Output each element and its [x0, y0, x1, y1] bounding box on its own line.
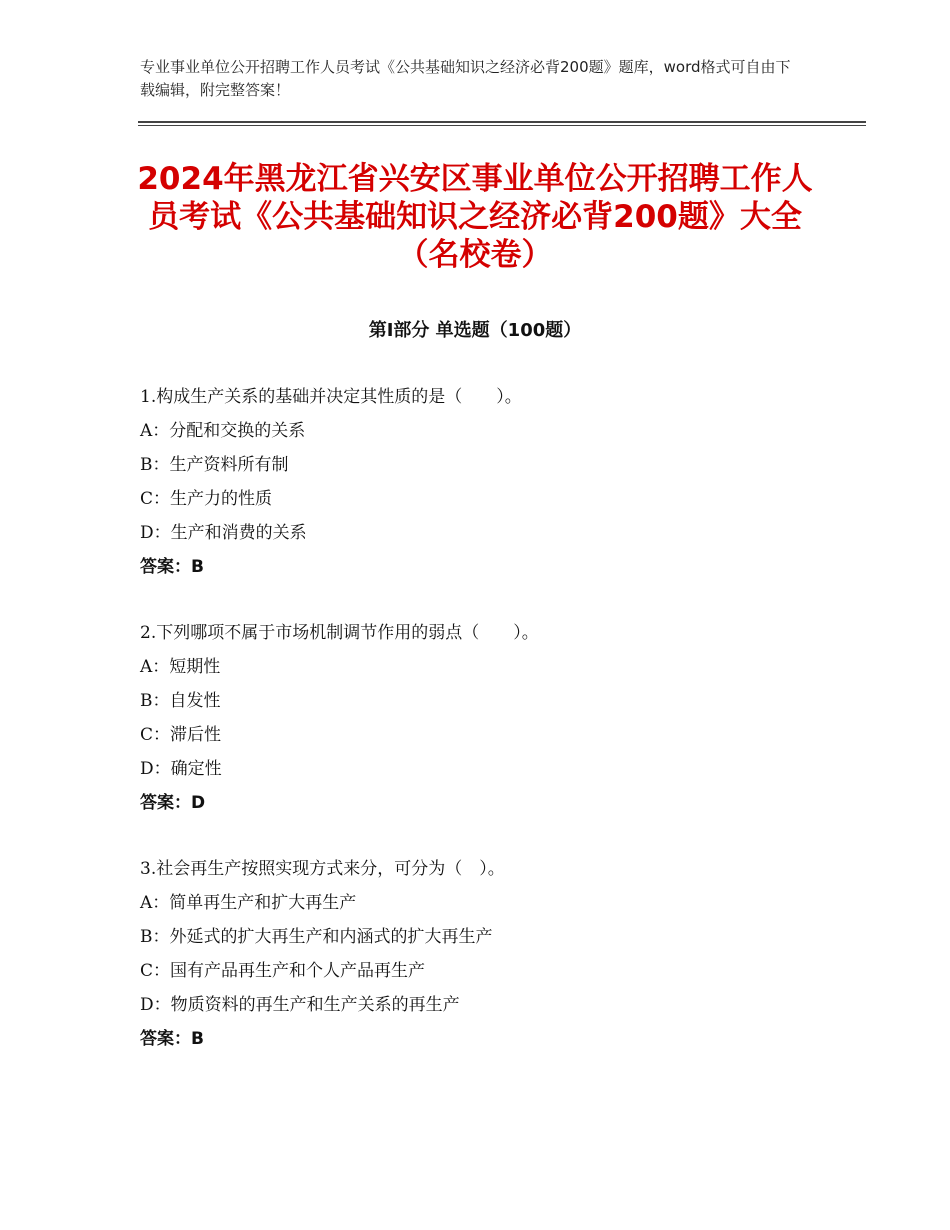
header-rule-thick: [138, 121, 866, 123]
section-heading: 第Ⅰ部分 单选题（100题）: [368, 320, 582, 341]
question-3: [140, 852, 860, 1056]
option-b: B：生产资料所有制: [140, 455, 289, 475]
option-c: C：生产力的性质: [140, 489, 273, 509]
option-a: A：分配和交换的关系: [140, 421, 306, 441]
answer: 答案：B: [140, 557, 204, 577]
option-c: C：滞后性: [140, 725, 222, 745]
option-d: D：确定性: [140, 759, 222, 779]
question-1: [140, 380, 860, 584]
option-d: D：物质资料的再生产和生产关系的再生产: [140, 995, 460, 1015]
answer: 答案：B: [140, 1029, 204, 1049]
header-note: 专业事业单位公开招聘工作人员考试《公共基础知识之经济必背200题》题库，word格式可自由下载编辑，附完整答案！: [140, 58, 791, 99]
question-stem: 3.社会再生产按照实现方式来分，可分为（ ）。: [140, 859, 505, 879]
option-b: B：外延式的扩大再生产和内涵式的扩大再生产: [140, 927, 493, 947]
question-stem: 2.下列哪项不属于市场机制调节作用的弱点（ ）。: [140, 623, 539, 643]
option-d: D：生产和消费的关系: [140, 523, 307, 543]
question-stem: 1.构成生产关系的基础并决定其性质的是（ ）。: [140, 387, 522, 407]
option-a: A：短期性: [140, 657, 221, 677]
option-a: A：简单再生产和扩大再生产: [140, 893, 357, 913]
header-rule-thin: [138, 125, 866, 126]
question-2: [140, 616, 860, 820]
document-title: 2024年黑龙江省兴安区事业单位公开招聘工作人员考试《公共基础知识之经济必背200题》大全（名校卷）: [137, 161, 813, 273]
answer: 答案：D: [140, 793, 206, 813]
option-b: B：自发性: [140, 691, 221, 711]
question-list: [140, 380, 860, 1088]
option-c: C：国有产品再生产和个人产品再生产: [140, 961, 426, 981]
